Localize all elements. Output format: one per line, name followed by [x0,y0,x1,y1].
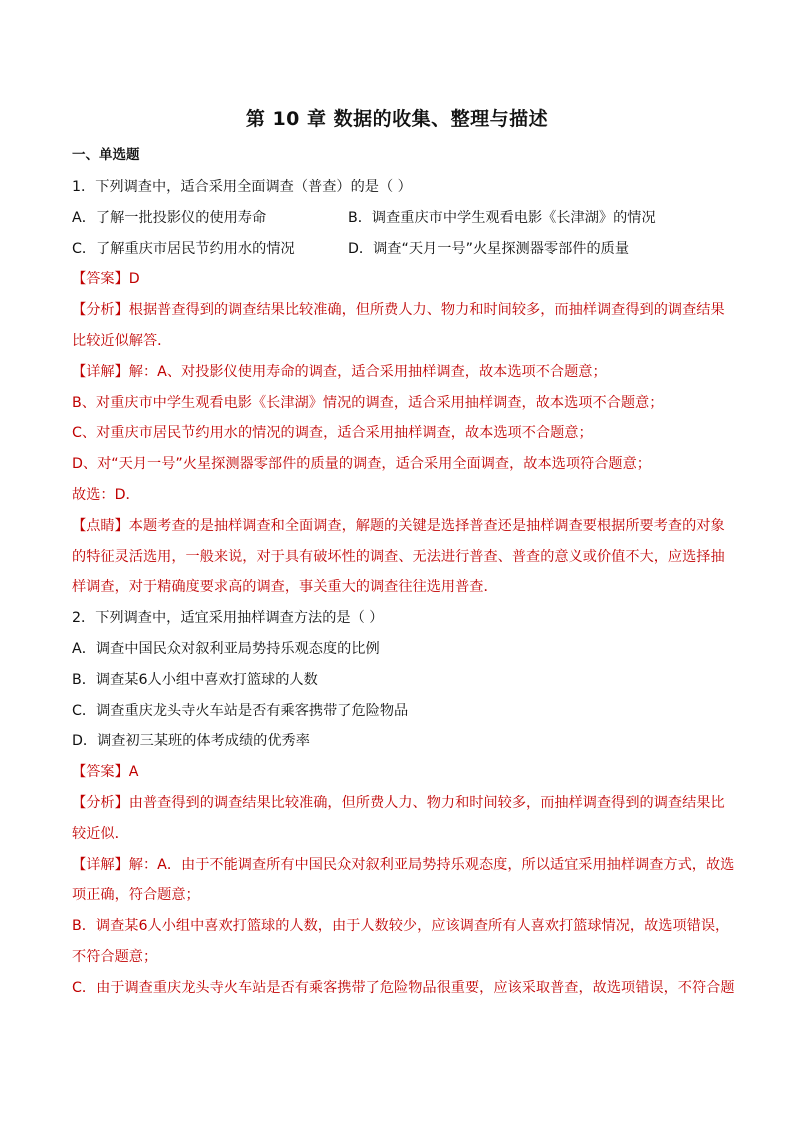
q2-analysis-tag: 【分析】 [72,794,129,811]
q2-answer-tag: 【答案】 [72,764,129,781]
conclusion: 故选：D． [72,486,140,503]
q2-detail-line-b1: B．调查某6人小组中喜欢打篮球的人数，由于人数较少，应该调查所有人喜欢打篮球情况，故选项错误， [72,918,730,935]
analysis-line-1 [72,300,725,320]
question-1-options-row-1 [72,208,722,228]
detail-line-b: B、对重庆市中学生观看电影《长津湖》情况的调查，适合采用抽样调查，故本选项不合题意； [72,394,664,411]
comment-line-3: 样调查，对于精确度要求高的调查，事关重大的调查往往选用普查． [72,579,498,596]
q2-detail-text: 解：A．由于不能调查所有中国民众对叙利亚局势持乐观态度，所以适宜采用抽样调查方式，故选 [128,856,735,873]
option-b: B．调查重庆市中学生观看电影《长津湖》的情况 [348,209,656,226]
page-title: 第 10 章 数据的收集、整理与描述 [245,108,549,130]
detail-line-c: C、对重庆市居民节约用水的情况的调查，适合采用抽样调查，故本选项不合题意； [72,425,593,442]
q2-analysis-line-2: 较近似． [72,825,129,842]
answer [72,269,722,289]
q2-detail-line-c1: C．由于调查重庆龙头寺火车站是否有乘客携带了危险物品很重要，应该采取普查，故选项错误，不符合题 [72,979,735,996]
answer-tag: 【答案】 [72,271,129,288]
q2-detail-line-a2: 项正确，符合题意； [72,887,200,904]
q2-analysis-text: 由普查得到的调查结果比较准确，但所费人力、物力和时间较多，而抽样调查得到的调查结果比 [128,794,725,811]
q2-answer-value: A [128,764,139,781]
q2-detail-tag: 【详解】 [72,856,129,873]
option-c: C．了解重庆市居民节约用水的情况 [72,240,295,257]
q2-detail-line-a1 [72,855,735,875]
q2-detail-line-b2: 不符合题意； [72,948,158,965]
option-a: A．了解一批投影仪的使用寿命 [72,209,267,226]
detail-line-d: D、对“天月一号”火星探测器零部件的质量的调查，适合采用全面调查，故本选项符合题意； [72,456,651,473]
q2-option-c: C．调查重庆龙头寺火车站是否有乘客携带了危险物品 [72,702,409,719]
comment-tag: 【点睛】 [72,517,129,534]
analysis-text: 根据普查得到的调查结果比较准确，但所费人力、物力和时间较多，而抽样调查得到的调查结果 [128,302,725,319]
detail-line-a [72,362,722,382]
option-d: D．调查“天月一号”火星探测器零部件的质量 [348,240,630,257]
question-2-stem: 2．下列调查中，适宜采用抽样调查方法的是（ ） [72,610,384,627]
answer-value: D [128,271,140,288]
section-heading: 一、单选题 [72,147,140,163]
detail-tag: 【详解】 [72,363,129,380]
q2-analysis-line-1 [72,793,725,813]
comment-text: 本题考查的是抽样调查和全面调查，解题的关键是选择普查还是抽样调查要根据所要考查的对象 [128,517,725,534]
question-1-options-row-2 [72,239,722,259]
q2-option-b: B．调查某6人小组中喜欢打篮球的人数 [72,671,318,688]
q2-option-a: A．调查中国民众对叙利亚局势持乐观态度的比例 [72,640,380,657]
q2-answer [72,762,722,782]
comment-line-1 [72,516,725,536]
q2-option-d: D．调查初三某班的体考成绩的优秀率 [72,733,310,750]
detail-text: 解：A、对投影仪使用寿命的调查，适合采用抽样调查，故本选项不合题意； [128,363,607,380]
comment-line-2: 的特征灵活选用，一般来说，对于具有破坏性的调查、无法进行普查、普查的意义或价值不大，应选择抽 [72,548,725,565]
analysis-tag: 【分析】 [72,302,129,319]
question-1-stem: 1．下列调查中，适合采用全面调查（普查）的是（ ） [72,179,412,195]
analysis-line-2: 比较近似解答． [72,332,172,349]
